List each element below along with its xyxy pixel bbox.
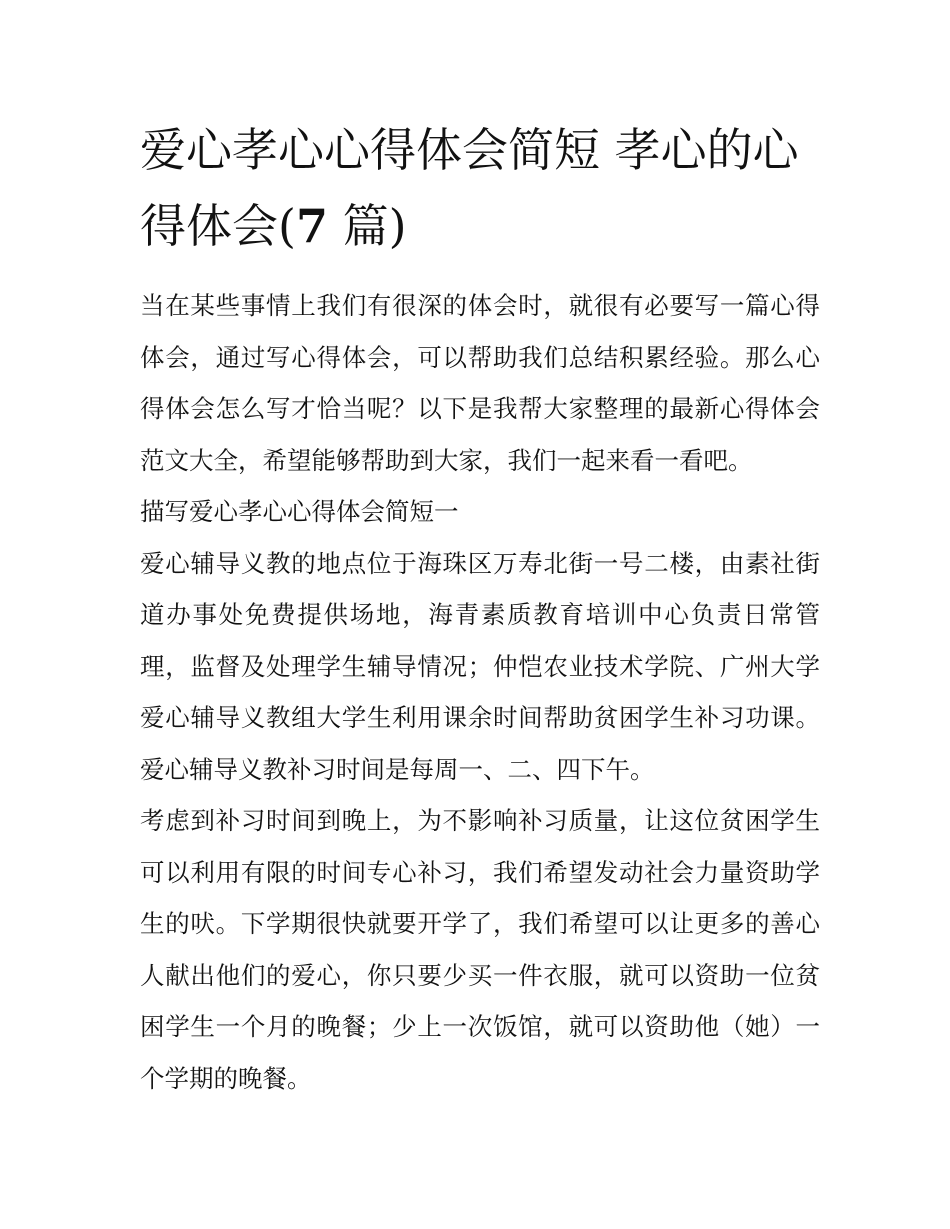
intro-paragraph: 当在某些事情上我们有很深的体会时，就很有必要写一篇心得体会，通过写心得体会，可以帮助我们总结积累经验。那么心得体会怎么写才恰当呢？以下是我帮大家整理的最新心得体会范文大全，希望能够帮助到大家，我们一起来看一看吧。 bbox=[140, 291, 820, 475]
title-number: 7 bbox=[295, 199, 328, 253]
body-paragraph: 考虑到补习时间到晚上，为不影响补习质量，让这位贫困学生可以利用有限的时间专心补习，我们希望发动社会力量资助学生的吠。下学期很快就要开学了，我们希望可以让更多的善心人献出他们的爱心，你只要少买一件衣服，就可以资助一位贫困学生一个月的晚餐；少上一次饭馆，就可以资助他（她）一个学期的晚餐。 bbox=[140, 806, 820, 1093]
section-heading: 描写爱心孝心心得体会简短一 bbox=[140, 497, 459, 526]
document-title bbox=[140, 112, 830, 264]
document-body bbox=[140, 280, 820, 1104]
title-text-part2: 篇) bbox=[327, 199, 407, 253]
body-paragraph: 爱心辅导义教的地点位于海珠区万寿北街一号二楼，由素社街道办事处免费提供场地，海青素质教育培训中心负责日常管理，监督及处理学生辅导情况；仲恺农业技术学院、广州大学爱心辅导义教组大学生利用课余时间帮助贫困学生补习功课。爱心辅导义教补习时间是每周一、二、四下午。 bbox=[140, 548, 820, 784]
title-text-part1: 爱心孝心心得体会简短 孝心的心得体会( bbox=[140, 123, 799, 253]
